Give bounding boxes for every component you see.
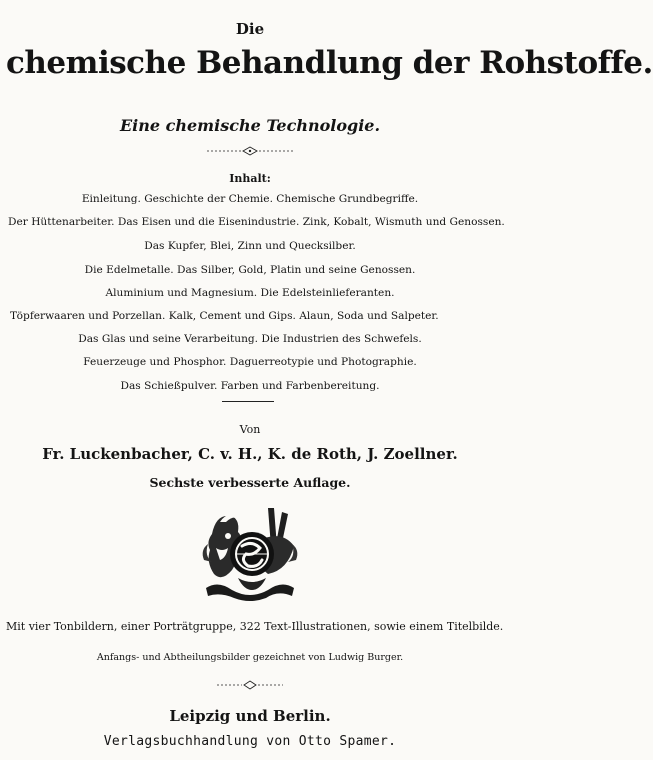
publisher-emblem-icon <box>198 500 302 604</box>
divider-ornament <box>0 680 500 690</box>
edition: Sechste verbesserte Auflage. <box>149 475 351 490</box>
illustrator-credit: Anfangs- und Abtheilungsbilder gezeichnet von Ludwig Burger. <box>96 652 404 663</box>
publisher: Verlagsbuchhandlung von Otto Spamer. <box>103 734 397 749</box>
divider-ornament <box>0 146 500 156</box>
publication-place: Leipzig und Berlin. <box>169 707 331 725</box>
book-subtitle: Eine chemische Technologie. <box>119 116 381 135</box>
contents-line: Das Glas und seine Verarbeitung. Die Industrien des Schwefels. <box>78 333 422 345</box>
illustrations-note: Mit vier Tonbildern, einer Porträtgruppe, 322 Text-Illustrationen, sowie einem Titelbilde. <box>6 620 504 633</box>
contents-line: Das Schießpulver. Farben und Farbenbereitung. <box>120 380 380 392</box>
contents-line: Feuerzeuge und Phosphor. Daguerreotypie und Photographie. <box>83 356 417 368</box>
contents-line: Töpferwaaren und Porzellan. Kalk, Cement und Gips. Alaun, Soda und Salpeter. <box>10 310 439 322</box>
contents-line: Aluminium und Magnesium. Die Edelsteinlieferanten. <box>105 287 395 299</box>
divider-rule <box>222 401 274 402</box>
contents-heading: Inhalt: <box>229 172 271 185</box>
title-article: Die <box>235 20 265 38</box>
contents-line: Das Kupfer, Blei, Zinn und Quecksilber. <box>144 240 356 252</box>
contents-line: Einleitung. Geschichte der Chemie. Chemische Grundbegriffe. <box>81 193 419 205</box>
contents-line: Der Hüttenarbeiter. Das Eisen und die Eisenindustrie. Zink, Kobalt, Wismuth und Genossen. <box>8 216 505 228</box>
book-title: chemische Behandlung der Rohstoffe. <box>6 45 653 81</box>
by-label: Von <box>239 423 261 436</box>
contents-line: Die Edelmetalle. Das Silber, Gold, Platin und seine Genossen. <box>84 264 416 276</box>
authors: Fr. Luckenbacher, C. v. H., K. de Roth, J. Zoellner. <box>42 445 458 463</box>
